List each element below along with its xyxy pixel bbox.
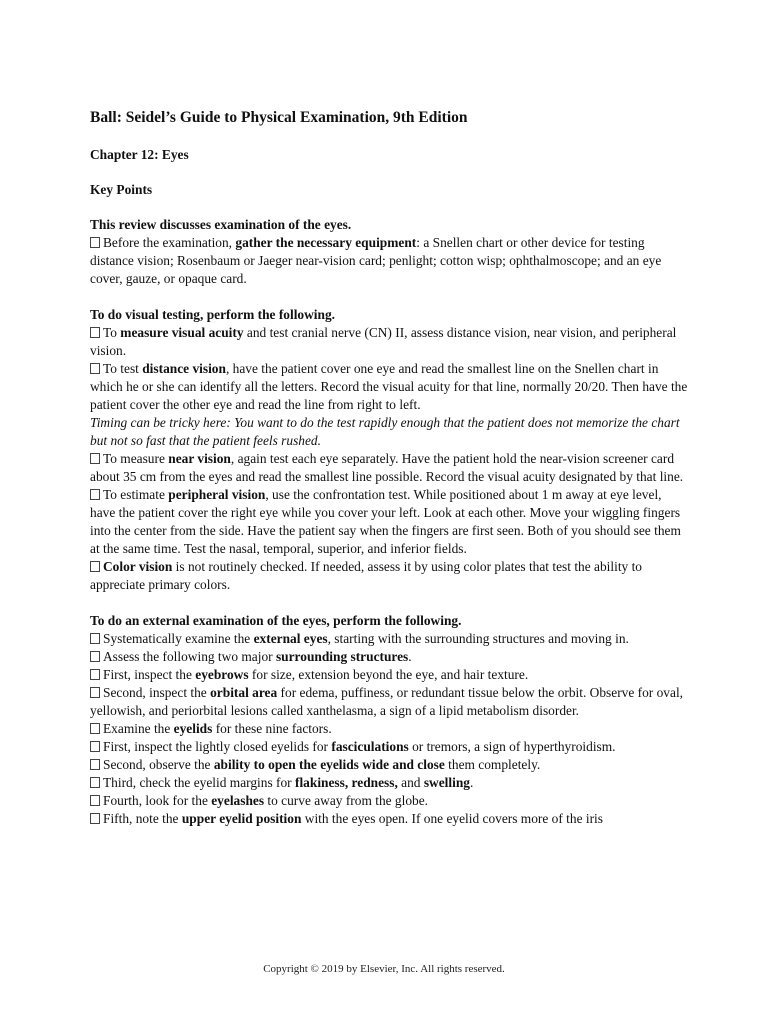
item-text: and <box>397 775 424 790</box>
section-heading: This review discusses examination of the eyes. <box>90 217 352 232</box>
bold-term: swelling <box>423 775 470 790</box>
bold-term: external eyes <box>253 631 328 646</box>
bold-term: gather the necessary equipment <box>235 235 417 250</box>
section <box>90 216 690 288</box>
checkbox-bullet-icon <box>90 723 100 734</box>
bold-term: eyebrows <box>195 667 249 682</box>
item-text: To <box>103 325 121 340</box>
bold-term: surrounding structures <box>275 649 409 664</box>
section-heading: To do an external examination of the eyes, perform the following. <box>90 613 462 628</box>
bullet-item <box>90 486 690 558</box>
bold-term: ability to open the eyelids wide and close <box>213 757 445 772</box>
item-text: for edema, puffiness, or redundant tissue below the orbit. Observe for oval, yellowish, and periorbital lesions called xanthelasma, a sign of a lipid metabolism disorder. <box>90 685 684 718</box>
bullet-item <box>90 630 690 648</box>
checkbox-bullet-icon <box>90 759 100 770</box>
bold-term: peripheral vision <box>168 487 266 502</box>
checkbox-bullet-icon <box>90 813 100 824</box>
item-text: Second, observe the <box>103 757 214 772</box>
item-text: for these nine factors. <box>212 721 332 736</box>
bullet-item <box>90 738 690 756</box>
item-text: First, inspect the lightly closed eyelids for <box>103 739 332 754</box>
bold-term: measure visual acuity <box>120 325 244 340</box>
item-text: them completely. <box>444 757 541 772</box>
bullet-item <box>90 648 690 666</box>
bullet-item <box>90 234 690 288</box>
checkbox-bullet-icon <box>90 453 100 464</box>
checkbox-bullet-icon <box>90 327 100 338</box>
bold-term: distance vision <box>142 361 226 376</box>
bold-term: Color vision <box>103 559 173 574</box>
document-page <box>90 108 690 846</box>
checkbox-bullet-icon <box>90 741 100 752</box>
bullet-item <box>90 450 690 486</box>
item-text: Fourth, look for the <box>103 793 212 808</box>
section <box>90 306 690 594</box>
bold-term: eyelashes <box>211 793 265 808</box>
item-text: or tremors, a sign of hyperthyroidism. <box>408 739 616 754</box>
checkbox-bullet-icon <box>90 777 100 788</box>
item-text: To test <box>103 361 143 376</box>
item-text: , starting with the surrounding structures and moving in. <box>327 631 629 646</box>
bullet-item <box>90 810 690 828</box>
item-text: Before the examination, <box>103 235 236 250</box>
item-text: , have the patient cover one eye and read the smallest line on the Snellen chart in which he or she can identify all the letters. Record the visual acuity for that line, normally 20/20. Then have the patient cover the other eye and read the line from right to left. <box>90 361 688 412</box>
bullet-item <box>90 324 690 360</box>
item-text: First, inspect the <box>103 667 196 682</box>
item-text: Third, check the eyelid margins for <box>103 775 295 790</box>
key-points-heading: Key Points <box>90 182 153 197</box>
bullet-item <box>90 360 690 450</box>
checkbox-bullet-icon <box>90 633 100 644</box>
bold-term: near vision <box>168 451 231 466</box>
item-text: to curve away from the globe. <box>264 793 429 808</box>
item-text: Examine the <box>103 721 174 736</box>
bullet-item <box>90 684 690 720</box>
checkbox-bullet-icon <box>90 669 100 680</box>
item-text: : a Snellen chart or other device for testing distance vision; Rosenbaum or Jaeger near-vision card; penlight; cotton wisp; ophthalmoscope; and an eye cover, gauze, or opaque card. <box>90 235 662 286</box>
item-text: , again test each eye separately. Have the patient hold the near-vision screener card about 35 cm from the eyes and read the smallest line possible. Record the visual acuity designated by that line. <box>90 451 684 484</box>
item-text: , use the confrontation test. While positioned about 1 m away at eye level, have the patient cover the right eye while you cover your left. Look at each other. Move your wiggling fingers into the center from the side. Have the patient say when the fingers are first seen. Both of you should see them at the same time. Test the nasal, temporal, superior, and inferior fields. <box>90 487 681 556</box>
item-text: Fifth, note the <box>103 811 182 826</box>
section <box>90 612 690 828</box>
bold-term: fasciculations <box>331 739 409 754</box>
sections-container <box>90 216 690 828</box>
item-text: . <box>408 649 412 664</box>
checkbox-bullet-icon <box>90 561 100 572</box>
bold-term: eyelids <box>173 721 213 736</box>
checkbox-bullet-icon <box>90 237 100 248</box>
item-text: Assess the following two major <box>103 649 276 664</box>
item-text: . <box>469 775 474 790</box>
document-title: Ball: Seidel’s Guide to Physical Examination, 9th Edition <box>90 109 468 126</box>
checkbox-bullet-icon <box>90 489 100 500</box>
bullet-item <box>90 666 690 684</box>
item-text: To measure <box>103 451 169 466</box>
checkbox-bullet-icon <box>90 687 100 698</box>
bullet-item <box>90 756 690 774</box>
item-text: Systematically examine the <box>103 631 254 646</box>
checkbox-bullet-icon <box>90 795 100 806</box>
bold-term: flakiness, redness, <box>295 775 398 790</box>
item-text: Second, inspect the <box>103 685 211 700</box>
item-text: To estimate <box>103 487 169 502</box>
bold-term: orbital area <box>210 685 278 700</box>
checkbox-bullet-icon <box>90 651 100 662</box>
section-heading: To do visual testing, perform the following. <box>90 307 336 322</box>
item-text: and test cranial nerve (CN) II, assess distance vision, near vision, and peripheral vision. <box>90 325 677 358</box>
chapter-heading: Chapter 12: Eyes <box>90 147 189 162</box>
item-text: is not routinely checked. If needed, assess it by using color plates that test the ability to appreciate primary colors. <box>90 559 643 592</box>
bullet-item <box>90 558 690 594</box>
bullet-item <box>90 774 690 792</box>
bullet-item <box>90 720 690 738</box>
bold-term: upper eyelid position <box>181 811 302 826</box>
copyright-footer: Copyright © 2019 by Elsevier, Inc. All rights reserved. <box>263 963 505 975</box>
italic-note: Timing can be tricky here: You want to do the test rapidly enough that the patient does not memorize the chart but not so fast that the patient feels rushed. <box>90 415 680 448</box>
item-text: with the eyes open. If one eyelid covers more of the iris <box>301 811 603 826</box>
item-text: for size, extension beyond the eye, and hair texture. <box>248 667 529 682</box>
checkbox-bullet-icon <box>90 363 100 374</box>
bullet-item <box>90 792 690 810</box>
